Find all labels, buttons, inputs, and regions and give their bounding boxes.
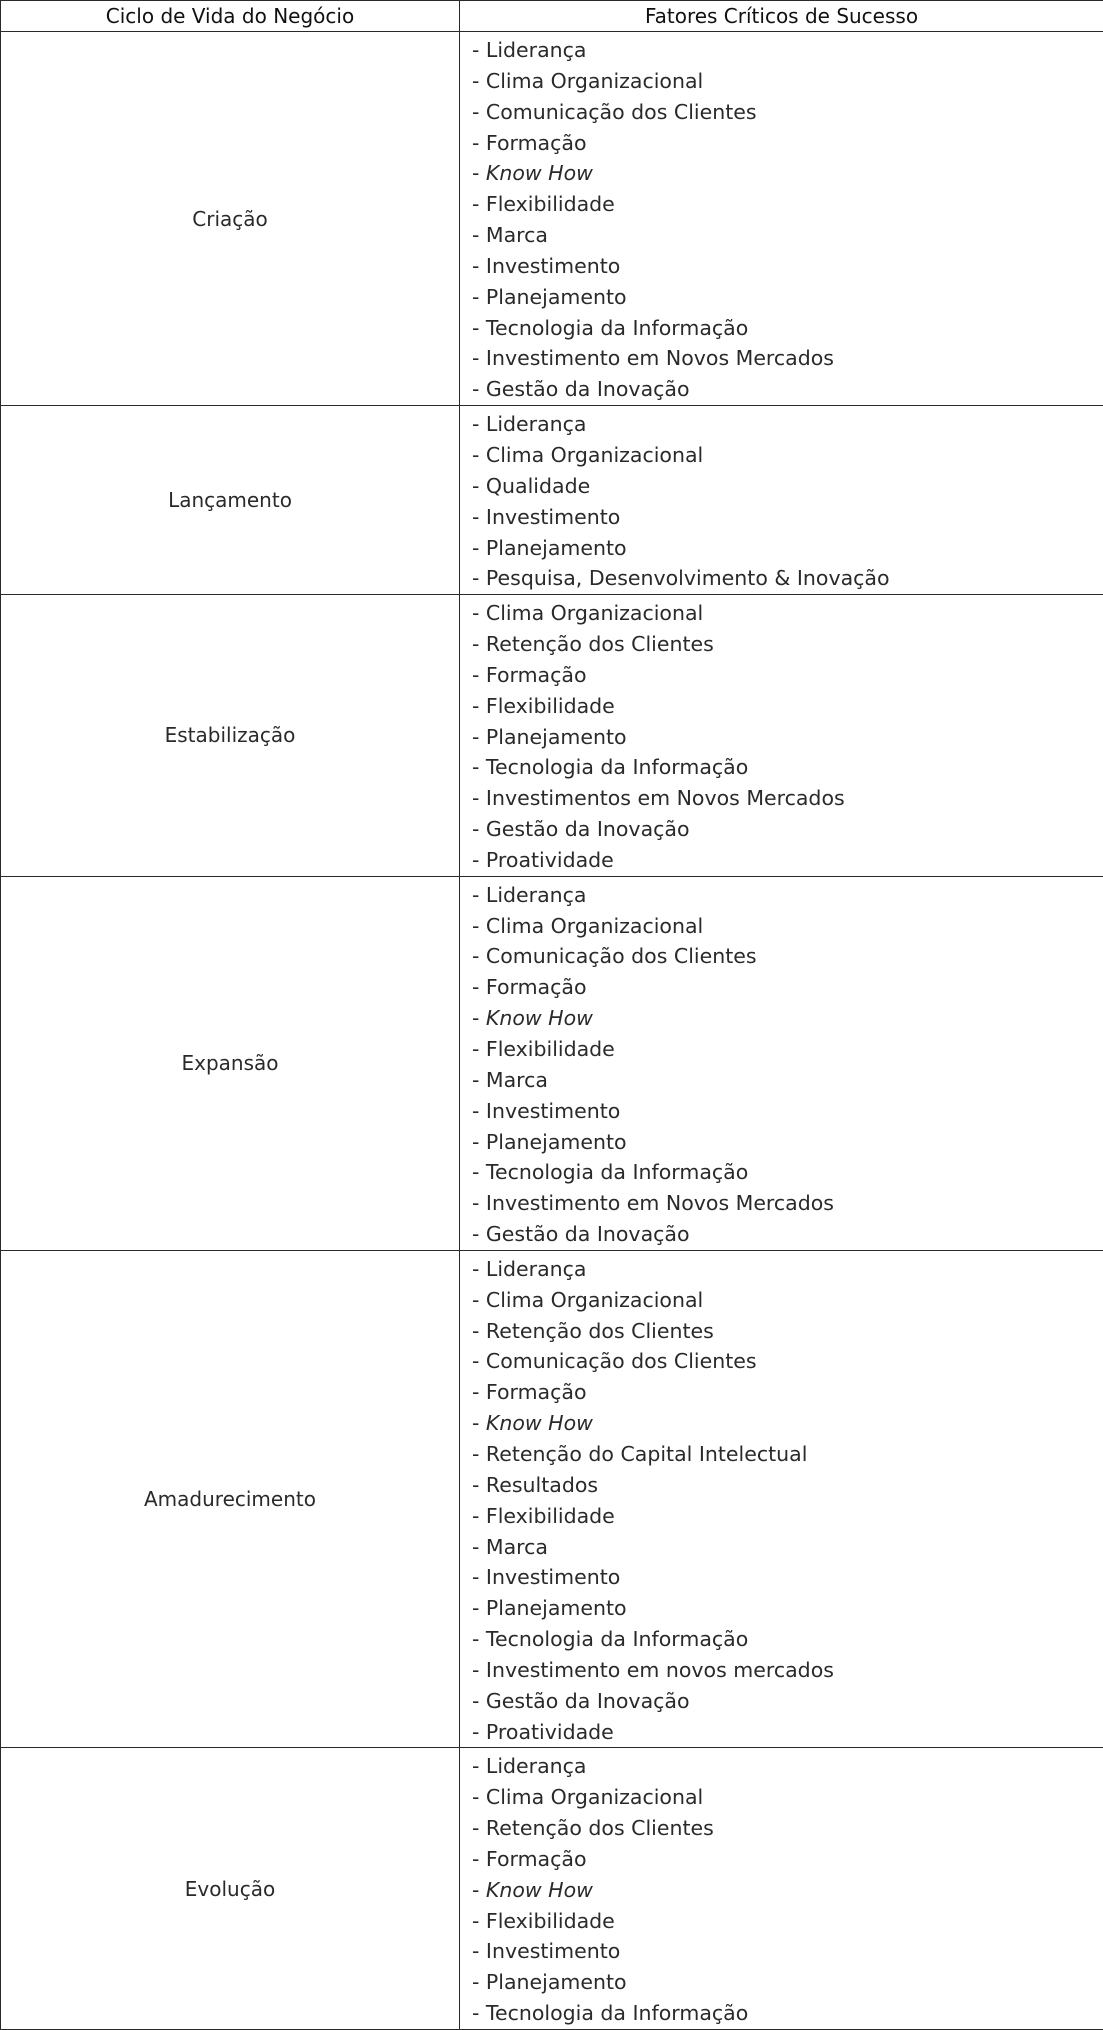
factor-label: Investimento bbox=[486, 254, 620, 278]
factor-label: Tecnologia da Informação bbox=[486, 1627, 748, 1651]
factor-item: - Clima Organizacional bbox=[472, 1285, 1103, 1316]
factor-item: - Retenção dos Clientes bbox=[472, 1813, 1103, 1844]
factor-label: Clima Organizacional bbox=[486, 914, 703, 938]
factor-item: - Know How bbox=[472, 158, 1103, 189]
factor-item: - Qualidade bbox=[472, 471, 1103, 502]
factor-label: Clima Organizacional bbox=[486, 1288, 703, 1312]
factor-item: - Marca bbox=[472, 220, 1103, 251]
factor-label: Planejamento bbox=[486, 725, 627, 749]
factor-item: - Tecnologia da Informação bbox=[472, 1998, 1103, 2029]
factor-label: Planejamento bbox=[486, 285, 627, 309]
factor-item: - Investimento em Novos Mercados bbox=[472, 1188, 1103, 1219]
factor-label: Retenção do Capital Intelectual bbox=[486, 1442, 808, 1466]
factor-label: Retenção dos Clientes bbox=[486, 1319, 714, 1343]
factor-label: Marca bbox=[486, 1068, 548, 1092]
factor-label: Investimentos em Novos Mercados bbox=[486, 786, 845, 810]
factor-label: Gestão da Inovação bbox=[486, 1222, 690, 1246]
factor-item: - Tecnologia da Informação bbox=[472, 313, 1103, 344]
factor-item: - Gestão da Inovação bbox=[472, 814, 1103, 845]
factor-list bbox=[472, 409, 1103, 594]
factors-cell bbox=[460, 876, 1103, 1250]
factor-item: - Marca bbox=[472, 1532, 1103, 1563]
factor-item: - Proatividade bbox=[472, 1717, 1103, 1748]
factor-item: - Investimento bbox=[472, 1562, 1103, 1593]
factor-item: - Clima Organizacional bbox=[472, 66, 1103, 97]
factor-label: Liderança bbox=[486, 1754, 587, 1778]
factor-label: Flexibilidade bbox=[486, 192, 615, 216]
factor-label: Know How bbox=[486, 161, 593, 185]
factor-item: - Planejamento bbox=[472, 1593, 1103, 1624]
factor-item: - Investimento em Novos Mercados bbox=[472, 343, 1103, 374]
factor-item: - Investimento bbox=[472, 1096, 1103, 1127]
factor-item: - Flexibilidade bbox=[472, 1034, 1103, 1065]
factor-label: Know How bbox=[486, 1006, 593, 1030]
factor-label: Formação bbox=[486, 663, 587, 687]
factor-item: - Gestão da Inovação bbox=[472, 1219, 1103, 1250]
factor-label: Liderança bbox=[486, 1257, 587, 1281]
factor-item: - Marca bbox=[472, 1065, 1103, 1096]
factor-label: Investimento bbox=[486, 1565, 620, 1589]
factor-label: Comunicação dos Clientes bbox=[486, 944, 757, 968]
factors-cell bbox=[460, 595, 1103, 877]
factor-label: Planejamento bbox=[486, 536, 627, 560]
factor-item: - Comunicação dos Clientes bbox=[472, 97, 1103, 128]
factor-item: - Pesquisa, Desenvolvimento & Inovação bbox=[472, 563, 1103, 594]
factor-list bbox=[472, 1751, 1103, 2029]
factor-item: - Formação bbox=[472, 1377, 1103, 1408]
factor-label: Liderança bbox=[486, 38, 587, 62]
factors-cell bbox=[460, 1748, 1103, 2030]
factor-label: Liderança bbox=[486, 412, 587, 436]
factor-item: - Investimento bbox=[472, 1936, 1103, 1967]
table-row bbox=[1, 876, 1103, 1250]
factors-cell bbox=[460, 406, 1103, 595]
factor-label: Investimento em novos mercados bbox=[486, 1658, 834, 1682]
factor-label: Retenção dos Clientes bbox=[486, 632, 714, 656]
factor-item: - Retenção dos Clientes bbox=[472, 1316, 1103, 1347]
factor-label: Formação bbox=[486, 131, 587, 155]
factor-item: - Planejamento bbox=[472, 1127, 1103, 1158]
factor-item: - Clima Organizacional bbox=[472, 598, 1103, 629]
factor-item: - Liderança bbox=[472, 409, 1103, 440]
factor-label: Know How bbox=[486, 1878, 593, 1902]
table-row bbox=[1, 1748, 1103, 2030]
factor-item: - Clima Organizacional bbox=[472, 1782, 1103, 1813]
factor-list bbox=[472, 880, 1103, 1250]
factor-item: - Retenção dos Clientes bbox=[472, 629, 1103, 660]
stage-cell: Amadurecimento bbox=[1, 1250, 460, 1748]
factor-item: - Tecnologia da Informação bbox=[472, 1157, 1103, 1188]
factor-label: Comunicação dos Clientes bbox=[486, 100, 757, 124]
factor-label: Pesquisa, Desenvolvimento & Inovação bbox=[486, 566, 890, 590]
factor-label: Qualidade bbox=[486, 474, 590, 498]
factor-item: - Liderança bbox=[472, 880, 1103, 911]
table-row bbox=[1, 1250, 1103, 1748]
factor-label: Clima Organizacional bbox=[486, 69, 703, 93]
factor-item: - Know How bbox=[472, 1408, 1103, 1439]
factor-item: - Investimento bbox=[472, 502, 1103, 533]
factor-label: Clima Organizacional bbox=[486, 601, 703, 625]
header-critical-factors: Fatores Críticos de Sucesso bbox=[460, 1, 1103, 32]
factor-label: Planejamento bbox=[486, 1596, 627, 1620]
factor-label: Gestão da Inovação bbox=[486, 377, 690, 401]
factor-label: Clima Organizacional bbox=[486, 1785, 703, 1809]
factor-label: Flexibilidade bbox=[486, 1504, 615, 1528]
factor-item: - Liderança bbox=[472, 1751, 1103, 1782]
stage-cell: Criação bbox=[1, 32, 460, 406]
factor-item: - Know How bbox=[472, 1003, 1103, 1034]
factor-label: Investimento bbox=[486, 1099, 620, 1123]
table-row bbox=[1, 32, 1103, 406]
factor-label: Tecnologia da Informação bbox=[486, 316, 748, 340]
factor-label: Proatividade bbox=[486, 848, 614, 872]
factor-label: Planejamento bbox=[486, 1970, 627, 1994]
factor-item: - Formação bbox=[472, 128, 1103, 159]
factor-item: - Flexibilidade bbox=[472, 691, 1103, 722]
factor-item: - Liderança bbox=[472, 1254, 1103, 1285]
factor-label: Formação bbox=[486, 1847, 587, 1871]
factor-item: - Formação bbox=[472, 1844, 1103, 1875]
factor-item: - Flexibilidade bbox=[472, 1906, 1103, 1937]
factor-label: Clima Organizacional bbox=[486, 443, 703, 467]
factor-label: Flexibilidade bbox=[486, 1037, 615, 1061]
factors-cell bbox=[460, 32, 1103, 406]
factors-cell bbox=[460, 1250, 1103, 1748]
table-row bbox=[1, 406, 1103, 595]
table-header-row bbox=[1, 1, 1103, 32]
factor-item: - Planejamento bbox=[472, 722, 1103, 753]
factor-label: Gestão da Inovação bbox=[486, 817, 690, 841]
header-lifecycle: Ciclo de Vida do Negócio bbox=[1, 1, 460, 32]
factor-item: - Proatividade bbox=[472, 845, 1103, 876]
factor-item: - Formação bbox=[472, 972, 1103, 1003]
factor-label: Investimento em Novos Mercados bbox=[486, 1191, 834, 1215]
stage-cell: Expansão bbox=[1, 876, 460, 1250]
factor-label: Resultados bbox=[486, 1473, 598, 1497]
factor-item: - Know How bbox=[472, 1875, 1103, 1906]
factor-label: Investimento em Novos Mercados bbox=[486, 346, 834, 370]
factor-item: - Comunicação dos Clientes bbox=[472, 1346, 1103, 1377]
factor-label: Flexibilidade bbox=[486, 694, 615, 718]
factor-item: - Clima Organizacional bbox=[472, 911, 1103, 942]
factor-item: - Planejamento bbox=[472, 1967, 1103, 1998]
factor-label: Investimento bbox=[486, 505, 620, 529]
factor-item: - Tecnologia da Informação bbox=[472, 1624, 1103, 1655]
factor-label: Marca bbox=[486, 1535, 548, 1559]
factor-item: - Investimento em novos mercados bbox=[472, 1655, 1103, 1686]
factor-item: - Resultados bbox=[472, 1470, 1103, 1501]
factor-label: Tecnologia da Informação bbox=[486, 2001, 748, 2025]
factor-label: Tecnologia da Informação bbox=[486, 755, 748, 779]
factor-item: - Gestão da Inovação bbox=[472, 1686, 1103, 1717]
factor-item: - Liderança bbox=[472, 35, 1103, 66]
factor-item: - Flexibilidade bbox=[472, 1501, 1103, 1532]
factor-list bbox=[472, 598, 1103, 876]
stage-cell: Lançamento bbox=[1, 406, 460, 595]
factor-item: - Formação bbox=[472, 660, 1103, 691]
factor-item: - Clima Organizacional bbox=[472, 440, 1103, 471]
factor-item: - Planejamento bbox=[472, 533, 1103, 564]
factor-label: Comunicação dos Clientes bbox=[486, 1349, 757, 1373]
factor-label: Gestão da Inovação bbox=[486, 1689, 690, 1713]
stage-cell: Estabilização bbox=[1, 595, 460, 877]
factor-item: - Comunicação dos Clientes bbox=[472, 941, 1103, 972]
factor-list bbox=[472, 1254, 1103, 1748]
factor-label: Tecnologia da Informação bbox=[486, 1160, 748, 1184]
factor-label: Investimento bbox=[486, 1939, 620, 1963]
factor-item: - Flexibilidade bbox=[472, 189, 1103, 220]
factor-label: Planejamento bbox=[486, 1130, 627, 1154]
factor-item: - Retenção do Capital Intelectual bbox=[472, 1439, 1103, 1470]
factor-label: Flexibilidade bbox=[486, 1909, 615, 1933]
factor-label: Proatividade bbox=[486, 1720, 614, 1744]
factor-item: - Tecnologia da Informação bbox=[472, 752, 1103, 783]
factor-item: - Gestão da Inovação bbox=[472, 374, 1103, 405]
factor-label: Liderança bbox=[486, 883, 587, 907]
factor-item: - Planejamento bbox=[472, 282, 1103, 313]
factor-list bbox=[472, 35, 1103, 405]
factor-label: Retenção dos Clientes bbox=[486, 1816, 714, 1840]
factor-item: - Investimento bbox=[472, 251, 1103, 282]
factor-label: Marca bbox=[486, 223, 548, 247]
factor-label: Formação bbox=[486, 975, 587, 999]
factor-label: Formação bbox=[486, 1380, 587, 1404]
stage-cell: Evolução bbox=[1, 1748, 460, 2030]
factor-label: Know How bbox=[486, 1411, 593, 1435]
factor-item: - Investimentos em Novos Mercados bbox=[472, 783, 1103, 814]
table-row bbox=[1, 595, 1103, 877]
